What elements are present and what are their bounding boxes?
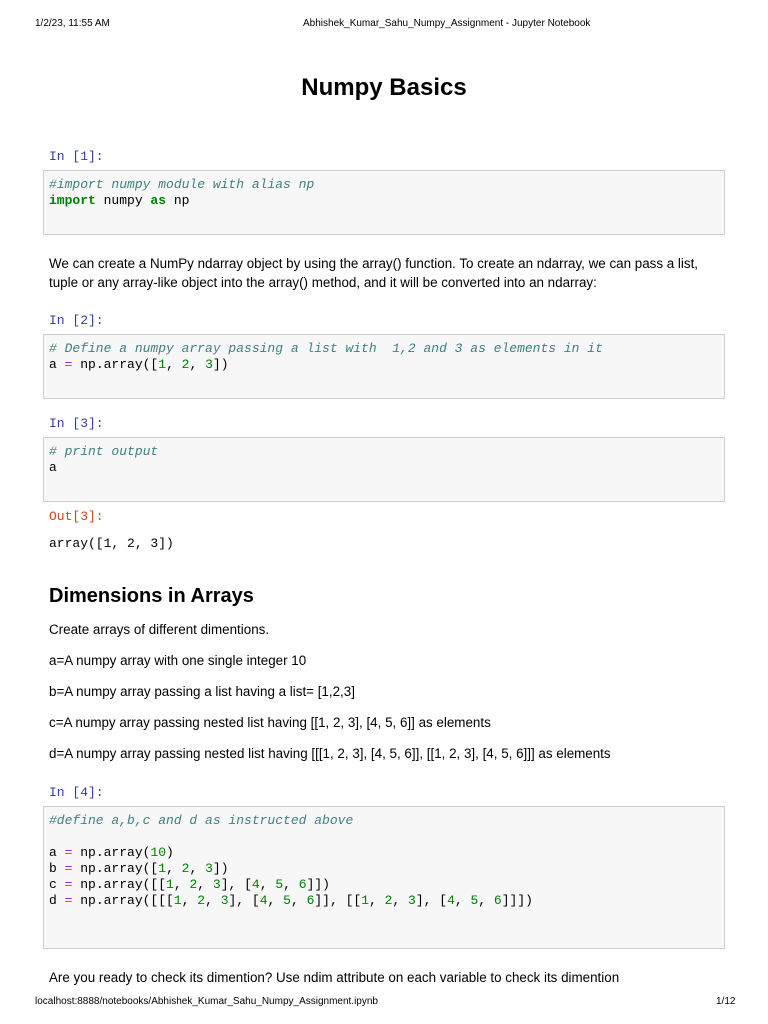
print-page-title: Abhishek_Kumar_Sahu_Numpy_Assignment - Jupyter Notebook xyxy=(303,18,591,29)
module-alias: np xyxy=(166,193,190,208)
output-prompt-3: Out[3]: xyxy=(49,509,104,524)
input-prompt-3: In [3]: xyxy=(49,416,104,431)
markdown-item-c: c=A numpy array passing nested list having [[1, 2, 3], [4, 5, 6]] as elements xyxy=(49,715,491,730)
code-editor-4[interactable]: #define a,b,c and d as instructed above a = np.array(10) b = np.array([1, 2, 3]) c = np.array([[1, 2, 3], [4, 5, 6]]) d = np.array([[[1, 2, 3], [4, 5, 6]], [[1, 2, 3], [4, 5, 6]]]) xyxy=(49,813,533,908)
code-cell-4[interactable] xyxy=(43,806,725,949)
markdown-item-a: a=A numpy array with one single integer 10 xyxy=(49,653,307,668)
markdown-dimensions-intro: Create arrays of different dimentions. xyxy=(49,622,270,637)
print-url: localhost:8888/notebooks/Abhishek_Kumar_Sahu_Numpy_Assignment.ipynb xyxy=(35,996,378,1007)
code-cell-2[interactable] xyxy=(43,334,725,399)
notebook-title: Numpy Basics xyxy=(301,74,467,101)
markdown-item-d: d=A numpy array passing nested list having [[[1, 2, 3], [4, 5, 6]], [[1, 2, 3], [4, 5, 6]]] as elements xyxy=(49,746,611,761)
markdown-ndarray-intro: We can create a NumPy ndarray object by using the array() function. To create an ndarray, we can pass a list, tuple or any array-like object into the array() method, and it will be converted into an ndarray: xyxy=(49,256,699,290)
code-comment: # Define a numpy array passing a list with 1,2 and 3 as elements in it xyxy=(49,341,603,356)
code-editor-1[interactable] xyxy=(49,177,314,209)
input-prompt-4: In [4]: xyxy=(49,785,104,800)
keyword-import: import xyxy=(49,193,96,208)
code-editor-2[interactable]: # Define a numpy array passing a list with 1,2 and 3 as elements in it a = np.array([1, 2, 3]) xyxy=(49,341,603,372)
markdown-ndim-prompt: Are you ready to check its dimention? Use ndim attribute on each variable to check its dimention xyxy=(49,970,620,985)
section-heading-dimensions: Dimensions in Arrays xyxy=(49,585,254,607)
code-comment: #define a,b,c and d as instructed above xyxy=(49,813,354,828)
input-prompt-2: In [2]: xyxy=(49,313,104,328)
code-cell-3[interactable] xyxy=(43,437,725,502)
keyword-as: as xyxy=(150,193,167,208)
print-datetime: 1/2/23, 11:55 AM xyxy=(35,18,110,29)
code-variable: a xyxy=(49,460,57,475)
markdown-item-b: b=A numpy array passing a list having a list= [1,2,3] xyxy=(49,684,355,699)
code-editor-3[interactable] xyxy=(49,444,158,476)
code-comment: #import numpy module with alias np xyxy=(49,177,315,192)
output-text-3: array([1, 2, 3]) xyxy=(49,536,174,551)
code-comment: # print output xyxy=(49,444,159,459)
input-prompt-1: In [1]: xyxy=(49,149,104,164)
code-cell-1[interactable] xyxy=(43,170,725,235)
print-page-count: 1/12 xyxy=(716,996,736,1007)
module-name: numpy xyxy=(95,193,151,208)
